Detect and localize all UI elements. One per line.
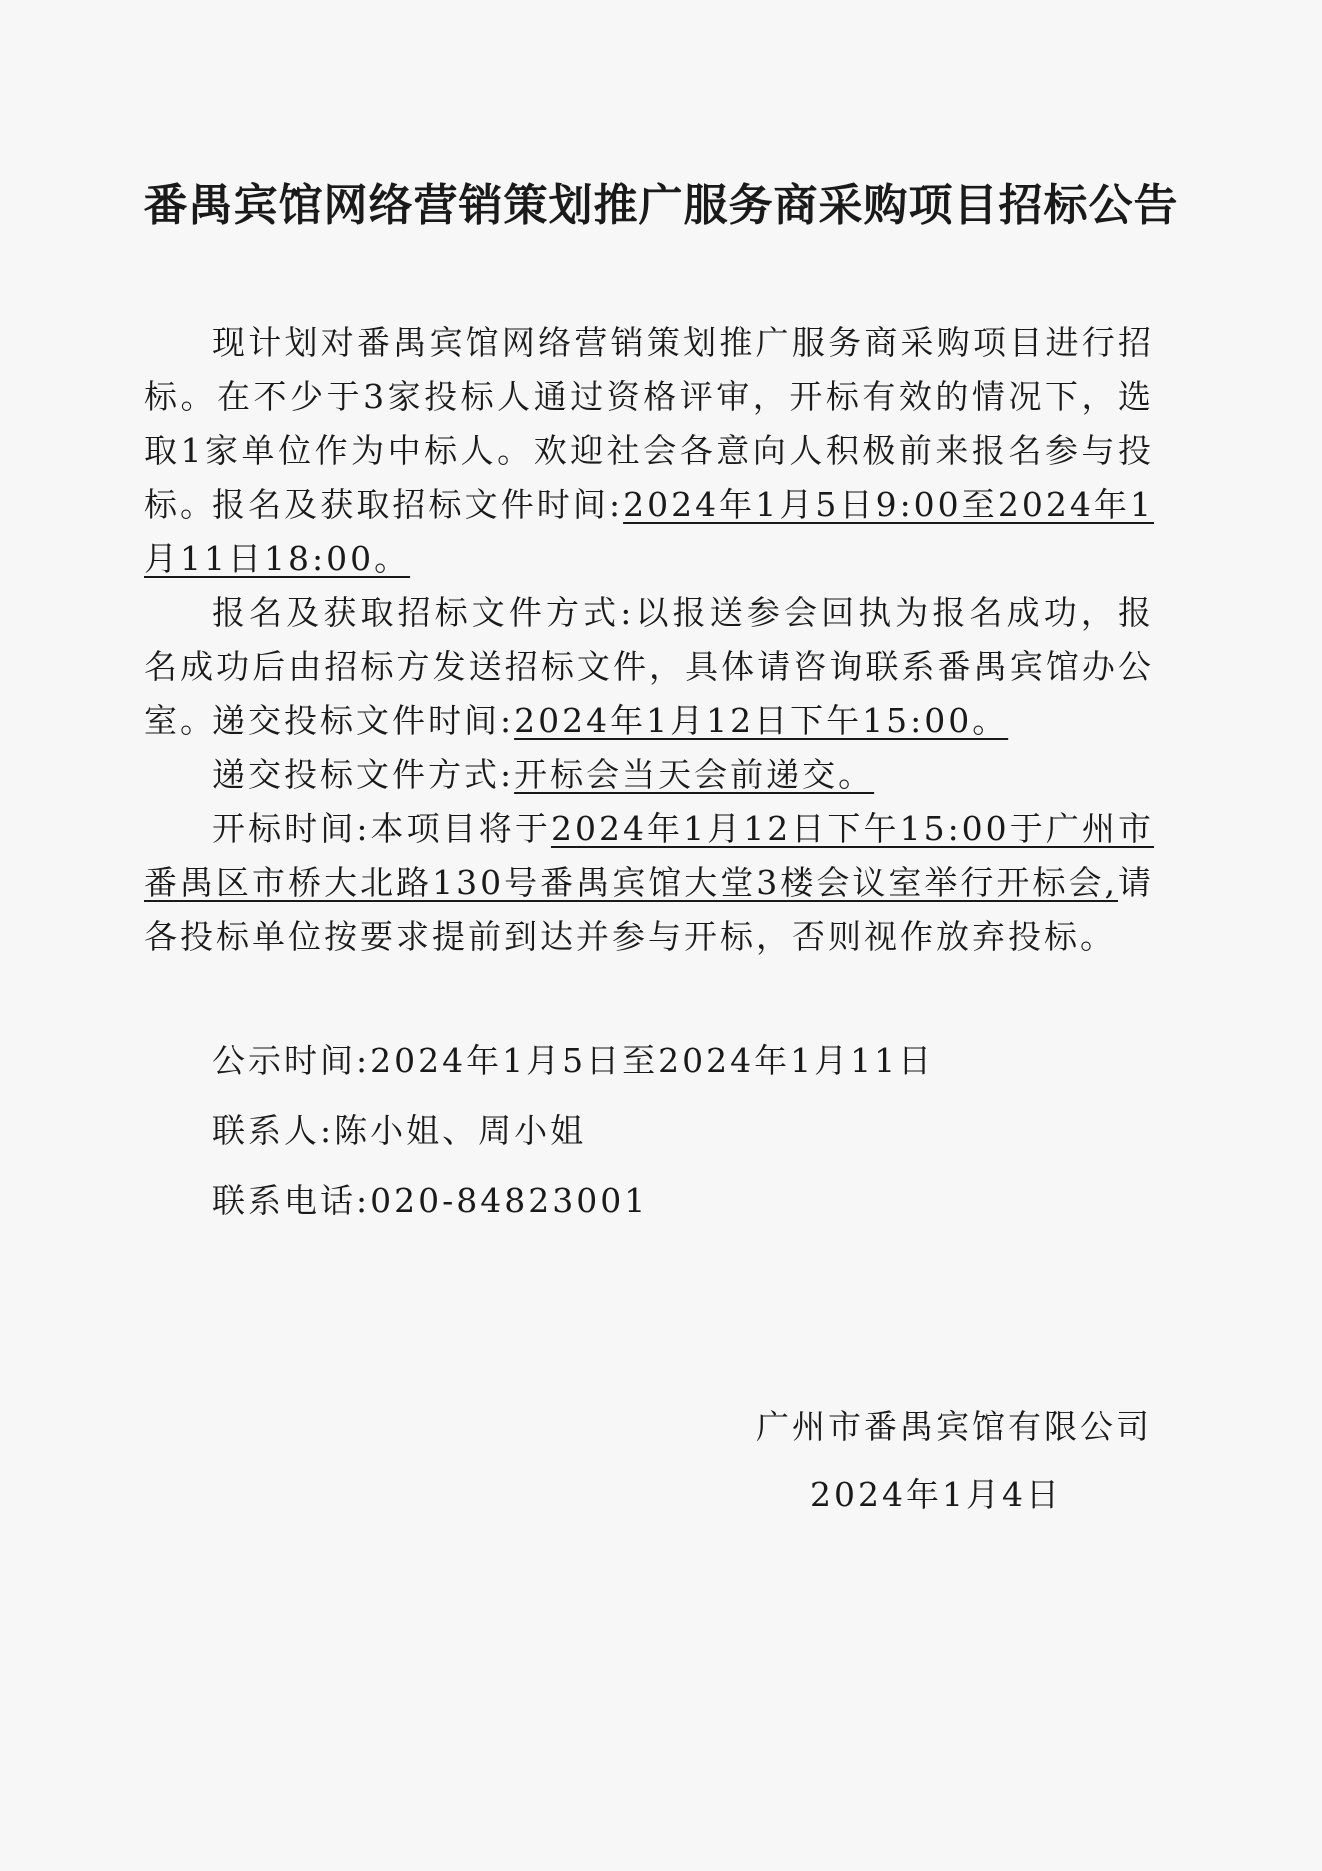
registration-time-label: 报名及获取招标文件时间: — [212, 485, 624, 524]
submission-method-label: 递交投标文件方式: — [212, 755, 515, 794]
opening-details: 2024年1月12日下午15:00于广州市番禺区市桥大北路130号番禺宾馆大堂3楼会议室举行开标会, — [144, 809, 1155, 902]
submission-method-value: 开标会当天会前递交。 — [514, 755, 875, 794]
opening-suffix: 请各投标单位按要求提前到达并参与开标，否则视作放弃投标。 — [144, 863, 1154, 956]
contact-person-label: 联系人: — [212, 1111, 335, 1150]
registration-time-value: 2024年1月5日9:00至2024年1月11日18:00。 — [144, 485, 1154, 578]
page-title: 番禺宾馆网络营销策划推广服务商采购项目招标公告 — [143, 180, 1179, 231]
registration-method-label: 报名及获取招标文件方式: — [212, 593, 635, 632]
submission-time-paragraph — [144, 694, 1154, 748]
publicity-period-line — [212, 1034, 934, 1088]
registration-time-paragraph — [144, 478, 1154, 586]
contact-phone-label: 联系电话: — [212, 1181, 371, 1220]
opening-prefix: 本项目将于 — [370, 809, 551, 848]
contact-phone-value: 020-84823001 — [370, 1181, 649, 1220]
signature-organization: 广州市番禺宾馆有限公司 — [756, 1407, 1152, 1446]
intro-paragraph: 现计划对番禺宾馆网络营销策划推广服务商采购项目进行招标。在不少于3家投标人通过资格评审，开标有效的情况下，选取1家单位作为中标人。欢迎社会各意向人积极前来报名参与投标。 — [144, 323, 1154, 524]
contact-person-value: 陈小姐、周小姐 — [334, 1111, 587, 1150]
contact-person-line — [212, 1104, 586, 1158]
submission-time-label: 递交投标文件时间: — [212, 701, 515, 740]
opening-paragraph — [144, 802, 1154, 964]
signature-date: 2024年1月4日 — [810, 1475, 1062, 1514]
publicity-period-label: 公示时间: — [212, 1041, 371, 1080]
publicity-period-value: 2024年1月5日至2024年1月11日 — [370, 1041, 935, 1080]
contact-phone-line — [212, 1174, 648, 1228]
registration-method-value: 以报送参会回执为报名成功，报名成功后由招标方发送招标文件，具体请咨询联系番禺宾馆办公室。 — [144, 593, 1155, 740]
submission-time-value: 2024年1月12日下午15:00。 — [514, 701, 1009, 740]
submission-method-paragraph — [144, 748, 1154, 802]
opening-label: 开标时间: — [212, 809, 371, 848]
